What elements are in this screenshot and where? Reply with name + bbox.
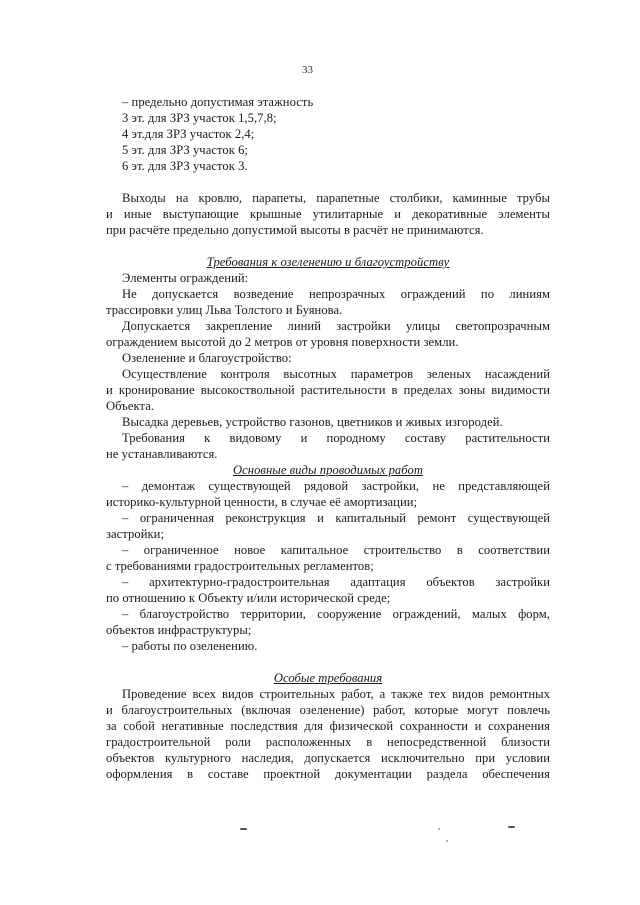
text-line: с требованиями градостроительных регламентов;	[106, 559, 374, 573]
text-line: трассировки улиц Льва Толстого и Буянова.	[106, 303, 343, 317]
text-line: и кронирование высокоствольной растительности в пределах зоны видимости	[106, 383, 550, 397]
text-line: объектов культурного наследия, допускается исключительно при условии	[106, 751, 550, 765]
text-line: по отношению к Объекту и/или исторической среде;	[106, 591, 391, 605]
text-line: – демонтаж существующей рядовой застройки, не представляющей	[122, 479, 550, 493]
scan-artifact	[446, 840, 448, 842]
text-line: не устанавливаются.	[106, 447, 218, 461]
scan-artifact	[240, 828, 247, 830]
section-heading-works: Основные виды проводимых работ	[233, 463, 423, 477]
text-line: – предельно допустимая этажность	[122, 95, 314, 109]
scan-artifact	[438, 828, 440, 830]
text-line: ограждением высотой до 2 метров от уровня поверхности земли.	[106, 335, 459, 349]
text-line: – работы по озеленению.	[122, 639, 258, 653]
text-line: Не допускается возведение непрозрачных ограждений по линиям	[122, 287, 550, 301]
text-line: Объекта.	[106, 399, 155, 413]
text-line: 4 эт.для ЗРЗ участок 2,4;	[122, 127, 255, 141]
text-line: объектов инфраструктуры;	[106, 623, 252, 637]
text-line: Выходы на кровлю, парапеты, парапетные столбики, каминные трубы	[122, 191, 550, 205]
text-line: – архитектурно-градостроительная адаптация объектов застройки	[122, 575, 550, 589]
text-line: Элементы ограждений:	[122, 271, 249, 285]
text-line: оформления в составе проектной документации раздела обеспечения	[106, 767, 550, 781]
text-line: Осуществление контроля высотных параметров зеленых насаждений	[122, 367, 550, 381]
text-line: историко-культурной ценности, в случае её амортизации;	[106, 495, 418, 509]
text-line: градостроительной роли расположенных в непосредственной близости	[106, 735, 550, 749]
text-line: 3 эт. для ЗРЗ участок 1,5,7,8;	[122, 111, 277, 125]
text-line: и благоустроительных (включая озеленение) работ, которые могут повлечь	[106, 703, 550, 717]
scan-artifact	[508, 826, 515, 828]
text-line: Высадка деревьев, устройство газонов, цветников и живых изгородей.	[122, 415, 503, 429]
text-line: 5 эт. для ЗРЗ участок 6;	[122, 143, 248, 157]
text-line: 6 эт. для ЗРЗ участок 3.	[122, 159, 248, 173]
text-line: – ограниченное новое капитальное строительство в соответствии	[122, 543, 550, 557]
page-number: 33	[302, 64, 313, 76]
text-line: застройки;	[106, 527, 165, 541]
section-heading-landscaping: Требования к озеленению и благоустройству	[206, 255, 450, 269]
text-line: и иные выступающие крышные утилитарные и декоративные элементы	[106, 207, 550, 221]
section-heading-special: Особые требования	[273, 671, 383, 685]
text-line: Допускается закрепление линий застройки улицы светопрозрачным	[122, 319, 550, 333]
text-line: Проведение всех видов строительных работ, а также тех видов ремонтных	[122, 687, 550, 701]
text-line: – ограниченная реконструкция и капитальный ремонт существующей	[122, 511, 550, 525]
text-line: при расчёте предельно допустимой высоты в расчёт не принимаются.	[106, 223, 484, 237]
text-line: Требования к видовому и породному составу растительности	[122, 431, 550, 445]
text-line: за собой негативные последствия для физической сохранности и сохранения	[106, 719, 550, 733]
text-line: Озеленение и благоустройство:	[122, 351, 292, 365]
text-line: – благоустройство территории, сооружение ограждений, малых форм,	[122, 607, 550, 621]
